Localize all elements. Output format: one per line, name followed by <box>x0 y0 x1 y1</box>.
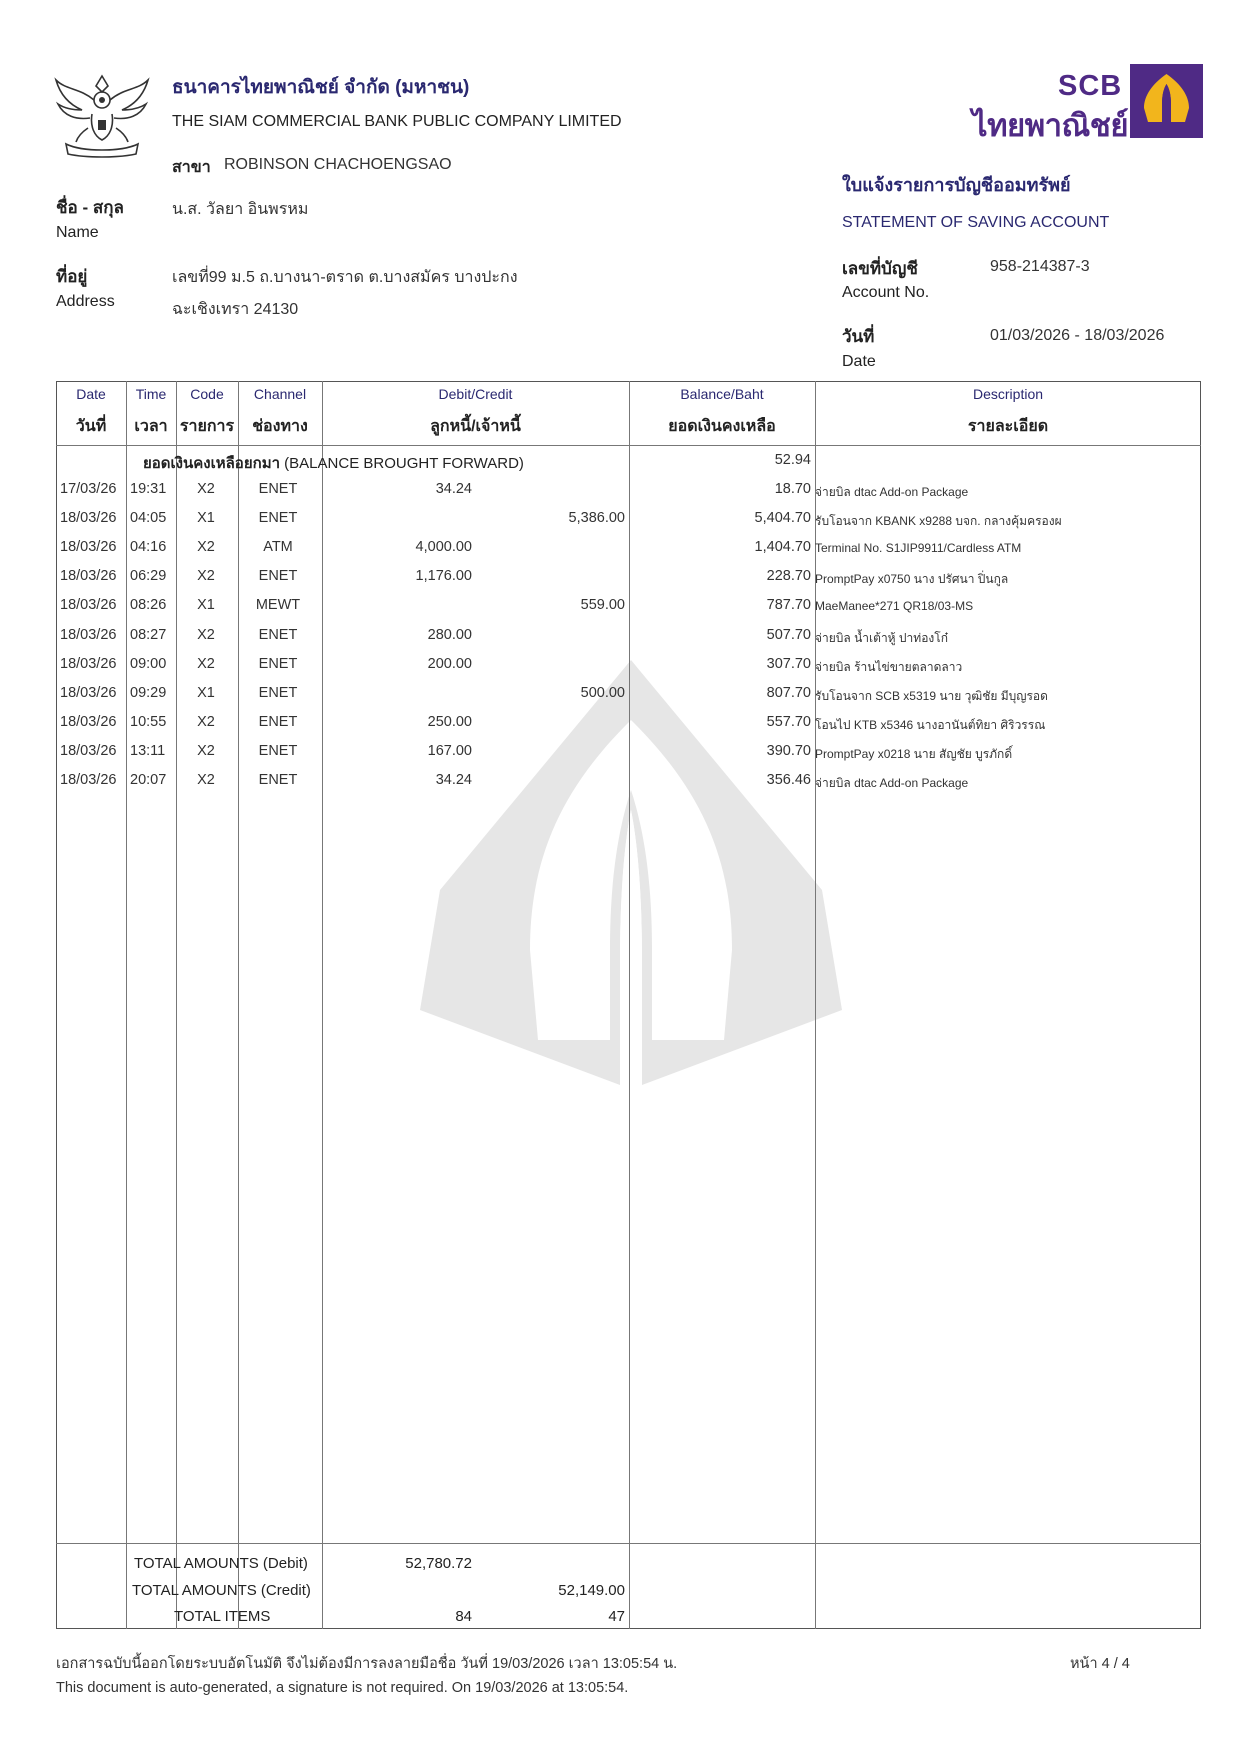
header-balance-th: ยอดเงินคงเหลือ <box>668 418 776 435</box>
row-code: X1 <box>197 685 215 701</box>
header-debit-credit-en: Debit/Credit <box>438 386 513 402</box>
row-description: PromptPay x0750 นาง ปรัศนา ปิ่นกูล <box>815 572 1009 586</box>
total-items-credit: 47 <box>608 1608 625 1625</box>
row-code: X2 <box>197 656 215 672</box>
row-description: จ่ายบิล dtac Add-on Package <box>815 776 969 790</box>
row-time: 19:31 <box>130 481 167 497</box>
row-code: X2 <box>197 627 215 643</box>
address-label-thai: ที่อยู่ <box>56 267 88 286</box>
total-credit-label: TOTAL AMOUNTS (Credit) <box>132 1582 311 1599</box>
row-time: 04:16 <box>130 539 167 555</box>
row-balance: 356.46 <box>766 772 811 788</box>
bf-label-english: (BALANCE BROUGHT FORWARD) <box>284 455 524 472</box>
header-balance-en: Balance/Baht <box>680 386 764 402</box>
row-code: X2 <box>197 481 215 497</box>
row-date: 18/03/26 <box>60 627 117 643</box>
statement-title-english: STATEMENT OF SAVING ACCOUNT <box>842 214 1110 231</box>
row-description: จ่ายบิล ร้านไข่ขายตลาดลาว <box>815 660 963 674</box>
row-balance: 390.70 <box>766 743 811 759</box>
total-debit-value: 52,780.72 <box>405 1555 472 1572</box>
row-debit: 167.00 <box>427 743 472 759</box>
date-label-thai: วันที่ <box>842 327 875 346</box>
table-row <box>0 539 1239 565</box>
branch-value: ROBINSON CHACHOENGSAO <box>224 156 452 173</box>
account-label-english: Account No. <box>842 284 930 301</box>
row-description: รับโอนจาก SCB x5319 นาย วุฒิชัย มีบุญรอด <box>815 689 1048 703</box>
row-channel: ENET <box>258 714 298 730</box>
totals-divider <box>56 1543 1201 1544</box>
row-time: 08:26 <box>130 597 167 613</box>
row-description: PromptPay x0218 นาย สัญชัย บูรภักดิ์ <box>815 747 1013 761</box>
total-debit-label: TOTAL AMOUNTS (Debit) <box>134 1555 308 1572</box>
row-balance: 5,404.70 <box>754 510 811 526</box>
address-line-1: เลขที่99 ม.5 ถ.บางนา-ตราด ต.บางสมัคร บางปะกง <box>172 269 518 286</box>
scb-logo-icon <box>1130 64 1203 138</box>
row-debit: 280.00 <box>427 627 472 643</box>
row-channel: ENET <box>258 481 298 497</box>
row-channel: ENET <box>258 685 298 701</box>
address-label-english: Address <box>56 293 115 310</box>
header-code-en: Code <box>190 386 224 402</box>
row-balance: 18.70 <box>774 481 811 497</box>
header-code-th: รายการ <box>179 418 235 435</box>
scb-logo-text: SCB <box>1058 70 1123 102</box>
row-code: X2 <box>197 568 215 584</box>
total-items-debit: 84 <box>455 1608 472 1625</box>
garuda-emblem-icon <box>52 70 152 158</box>
row-code: X2 <box>197 539 215 555</box>
row-time: 06:29 <box>130 568 167 584</box>
address-line-2: ฉะเชิงเทรา 24130 <box>172 301 299 318</box>
row-date: 18/03/26 <box>60 772 117 788</box>
row-channel: ENET <box>258 627 298 643</box>
statement-date-range: 01/03/2026 - 18/03/2026 <box>990 327 1165 344</box>
page-number: หน้า 4 / 4 <box>1070 1656 1130 1672</box>
date-label-english: Date <box>842 353 876 370</box>
row-code: X2 <box>197 743 215 759</box>
header-time-th: เวลา <box>134 418 168 435</box>
row-channel: MEWT <box>255 597 301 613</box>
table-row <box>0 656 1239 682</box>
footer-note-thai: เอกสารฉบับนี้ออกโดยระบบอัตโนมัติ จึงไม่ต้องมีการลงลายมือชื่อ วันที่ 19/03/2026 เวลา 13:05:54 น. <box>56 1656 678 1672</box>
table-row <box>0 743 1239 769</box>
row-date: 18/03/26 <box>60 714 117 730</box>
row-credit: 5,386.00 <box>568 510 625 526</box>
row-code: X1 <box>197 510 215 526</box>
row-description: จ่ายบิล dtac Add-on Package <box>815 485 969 499</box>
branch-label: สาขา <box>172 159 211 176</box>
row-debit: 4,000.00 <box>415 539 472 555</box>
row-balance: 557.70 <box>766 714 811 730</box>
header-channel-th: ช่องทาง <box>252 418 308 435</box>
row-channel: ENET <box>258 772 298 788</box>
name-label-english: Name <box>56 224 99 241</box>
row-date: 18/03/26 <box>60 597 117 613</box>
row-debit: 1,176.00 <box>415 568 472 584</box>
row-time: 13:11 <box>130 743 166 759</box>
row-debit: 250.00 <box>427 714 472 730</box>
header-description-en: Description <box>972 386 1044 402</box>
row-time: 09:29 <box>130 685 167 701</box>
table-row <box>0 714 1239 740</box>
row-credit: 500.00 <box>580 685 625 701</box>
row-date: 18/03/26 <box>60 656 117 672</box>
table-row <box>0 568 1239 594</box>
row-description: รับโอนจาก KBANK x9288 บจก. กลางคุ้มครองผ <box>815 514 1062 528</box>
row-code: X2 <box>197 714 215 730</box>
bf-balance-value: 52.94 <box>774 452 811 468</box>
row-channel: ENET <box>258 656 298 672</box>
customer-name: น.ส. วัลยา อินพรหม <box>172 201 309 218</box>
row-debit: 200.00 <box>427 656 472 672</box>
row-channel: ATM <box>263 539 293 555</box>
row-channel: ENET <box>258 568 298 584</box>
account-label-thai: เลขที่บัญชี <box>842 259 918 278</box>
balance-brought-forward-label <box>143 451 524 475</box>
header-debit-credit-th: ลูกหนี้/เจ้าหนี้ <box>430 418 521 435</box>
row-debit: 34.24 <box>435 481 472 497</box>
header-date-en: Date <box>76 386 106 402</box>
row-code: X2 <box>197 772 215 788</box>
row-balance: 507.70 <box>766 627 811 643</box>
row-credit: 559.00 <box>580 597 625 613</box>
total-items-label: TOTAL ITEMS <box>174 1608 271 1625</box>
row-description: Terminal No. S1JIP9911/Cardless ATM <box>815 541 1022 555</box>
header-date-th: วันที่ <box>75 418 107 435</box>
total-credit-value: 52,149.00 <box>558 1582 625 1599</box>
row-balance: 1,404.70 <box>754 539 811 555</box>
table-row <box>0 481 1239 507</box>
footer-note-english: This document is auto-generated, a signature is not required. On 19/03/2026 at 13:05:54. <box>56 1680 629 1696</box>
table-row <box>0 510 1239 536</box>
row-time: 10:55 <box>130 714 167 730</box>
table-row <box>0 772 1239 798</box>
row-description: MaeManee*271 QR18/03-MS <box>815 599 974 613</box>
row-time: 09:00 <box>130 656 167 672</box>
row-date: 17/03/26 <box>60 481 117 497</box>
table-row <box>0 685 1239 711</box>
statement-title-thai: ใบแจ้งรายการบัญชีออมทรัพย์ <box>842 175 1071 195</box>
scb-logo-thai-text: ไทยพาณิชย์ <box>972 108 1128 143</box>
row-date: 18/03/26 <box>60 539 117 555</box>
header-channel-en: Channel <box>253 386 307 402</box>
row-code: X1 <box>197 597 215 613</box>
row-date: 18/03/26 <box>60 510 117 526</box>
row-time: 08:27 <box>130 627 167 643</box>
row-balance: 307.70 <box>766 656 811 672</box>
row-balance: 807.70 <box>766 685 811 701</box>
header-time-en: Time <box>135 386 167 402</box>
row-balance: 228.70 <box>766 568 811 584</box>
row-channel: ENET <box>258 510 298 526</box>
row-description: จ่ายบิล น้ำเต้าหู้ ปาท่องโก๋ <box>815 631 948 645</box>
account-number: 958-214387-3 <box>990 258 1090 275</box>
row-debit: 34.24 <box>435 772 472 788</box>
bank-name-english: THE SIAM COMMERCIAL BANK PUBLIC COMPANY LIMITED <box>172 113 622 130</box>
name-label-thai: ชื่อ - สกุล <box>56 198 124 217</box>
row-channel: ENET <box>258 743 298 759</box>
table-row <box>0 627 1239 653</box>
row-date: 18/03/26 <box>60 568 117 584</box>
row-date: 18/03/26 <box>60 743 117 759</box>
table-row <box>0 597 1239 623</box>
row-time: 20:07 <box>130 772 167 788</box>
header-description-th: รายละเอียด <box>967 418 1049 435</box>
row-date: 18/03/26 <box>60 685 117 701</box>
row-description: โอนไป KTB x5346 นางอานันต์ทิยา ศิริวรรณ <box>815 718 1046 732</box>
bf-label-thai: ยอดเงินคงเหลือยกมา <box>143 455 280 472</box>
row-time: 04:05 <box>130 510 167 526</box>
bank-name-thai: ธนาคารไทยพาณิชย์ จำกัด (มหาชน) <box>172 77 470 98</box>
row-balance: 787.70 <box>766 597 811 613</box>
header-divider <box>56 445 1201 446</box>
